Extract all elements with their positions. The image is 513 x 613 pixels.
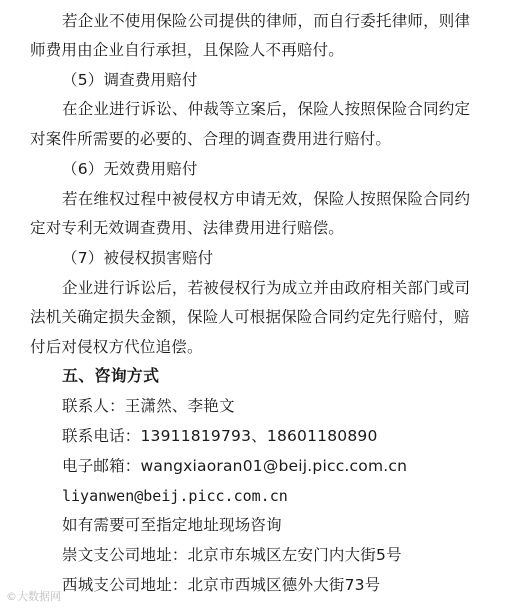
contact-email-secondary: liyanwen@beij.picc.com.cn bbox=[62, 487, 288, 505]
paragraph-line: 付后对侵权方代位追偿。 bbox=[30, 338, 203, 356]
onsite-consultation-note: 如有需要可至指定地址现场咨询 bbox=[62, 516, 282, 534]
subheading-investigation-fees: （5）调查费用赔付 bbox=[62, 71, 198, 89]
contact-persons: 联系人：王潇然、李艳文 bbox=[62, 397, 235, 415]
contact-phone: 联系电话：13911819793、18601180890 bbox=[62, 427, 378, 445]
address-xicheng-branch: 西城支公司地址：北京市西城区德外大街73号 bbox=[62, 576, 381, 594]
contact-email: 电子邮箱：wangxiaoran01@beij.picc.com.cn bbox=[62, 457, 408, 475]
paragraph-line: 对案件所需要的必要的、合理的调查费用进行赔付。 bbox=[30, 130, 392, 148]
address-chongwen-branch: 崇文支公司地址：北京市东城区左安门内大街5号 bbox=[62, 546, 402, 564]
paragraph-line: 若在维权过程中被侵权方申请无效，保险人按照保险合同约 bbox=[62, 190, 471, 208]
section-heading-contact: 五、咨询方式 bbox=[62, 366, 160, 385]
subheading-invalidation-fees: （6）无效费用赔付 bbox=[62, 160, 198, 178]
paragraph-line: 若企业不使用保险公司提供的律师，而自行委托律师，则律 bbox=[62, 12, 471, 30]
paragraph-line: 法机关确定损失金额，保险人可根据保险合同约定先行赔付，赔 bbox=[30, 308, 470, 326]
paragraph-line: 师费用由企业自行承担，且保险人不再赔付。 bbox=[30, 41, 345, 59]
paragraph-line: 企业进行诉讼后，若被侵权行为成立并由政府相关部门或司 bbox=[62, 279, 471, 297]
paragraph-line: 定对专利无效调查费用、法律费用进行赔偿。 bbox=[30, 219, 345, 237]
subheading-infringement-damages: （7）被侵权损害赔付 bbox=[62, 249, 214, 267]
watermark-logo: ©大数据网 bbox=[6, 590, 61, 603]
paragraph-line: 在企业进行诉讼、仲裁等立案后，保险人按照保险合同约定 bbox=[62, 100, 471, 118]
